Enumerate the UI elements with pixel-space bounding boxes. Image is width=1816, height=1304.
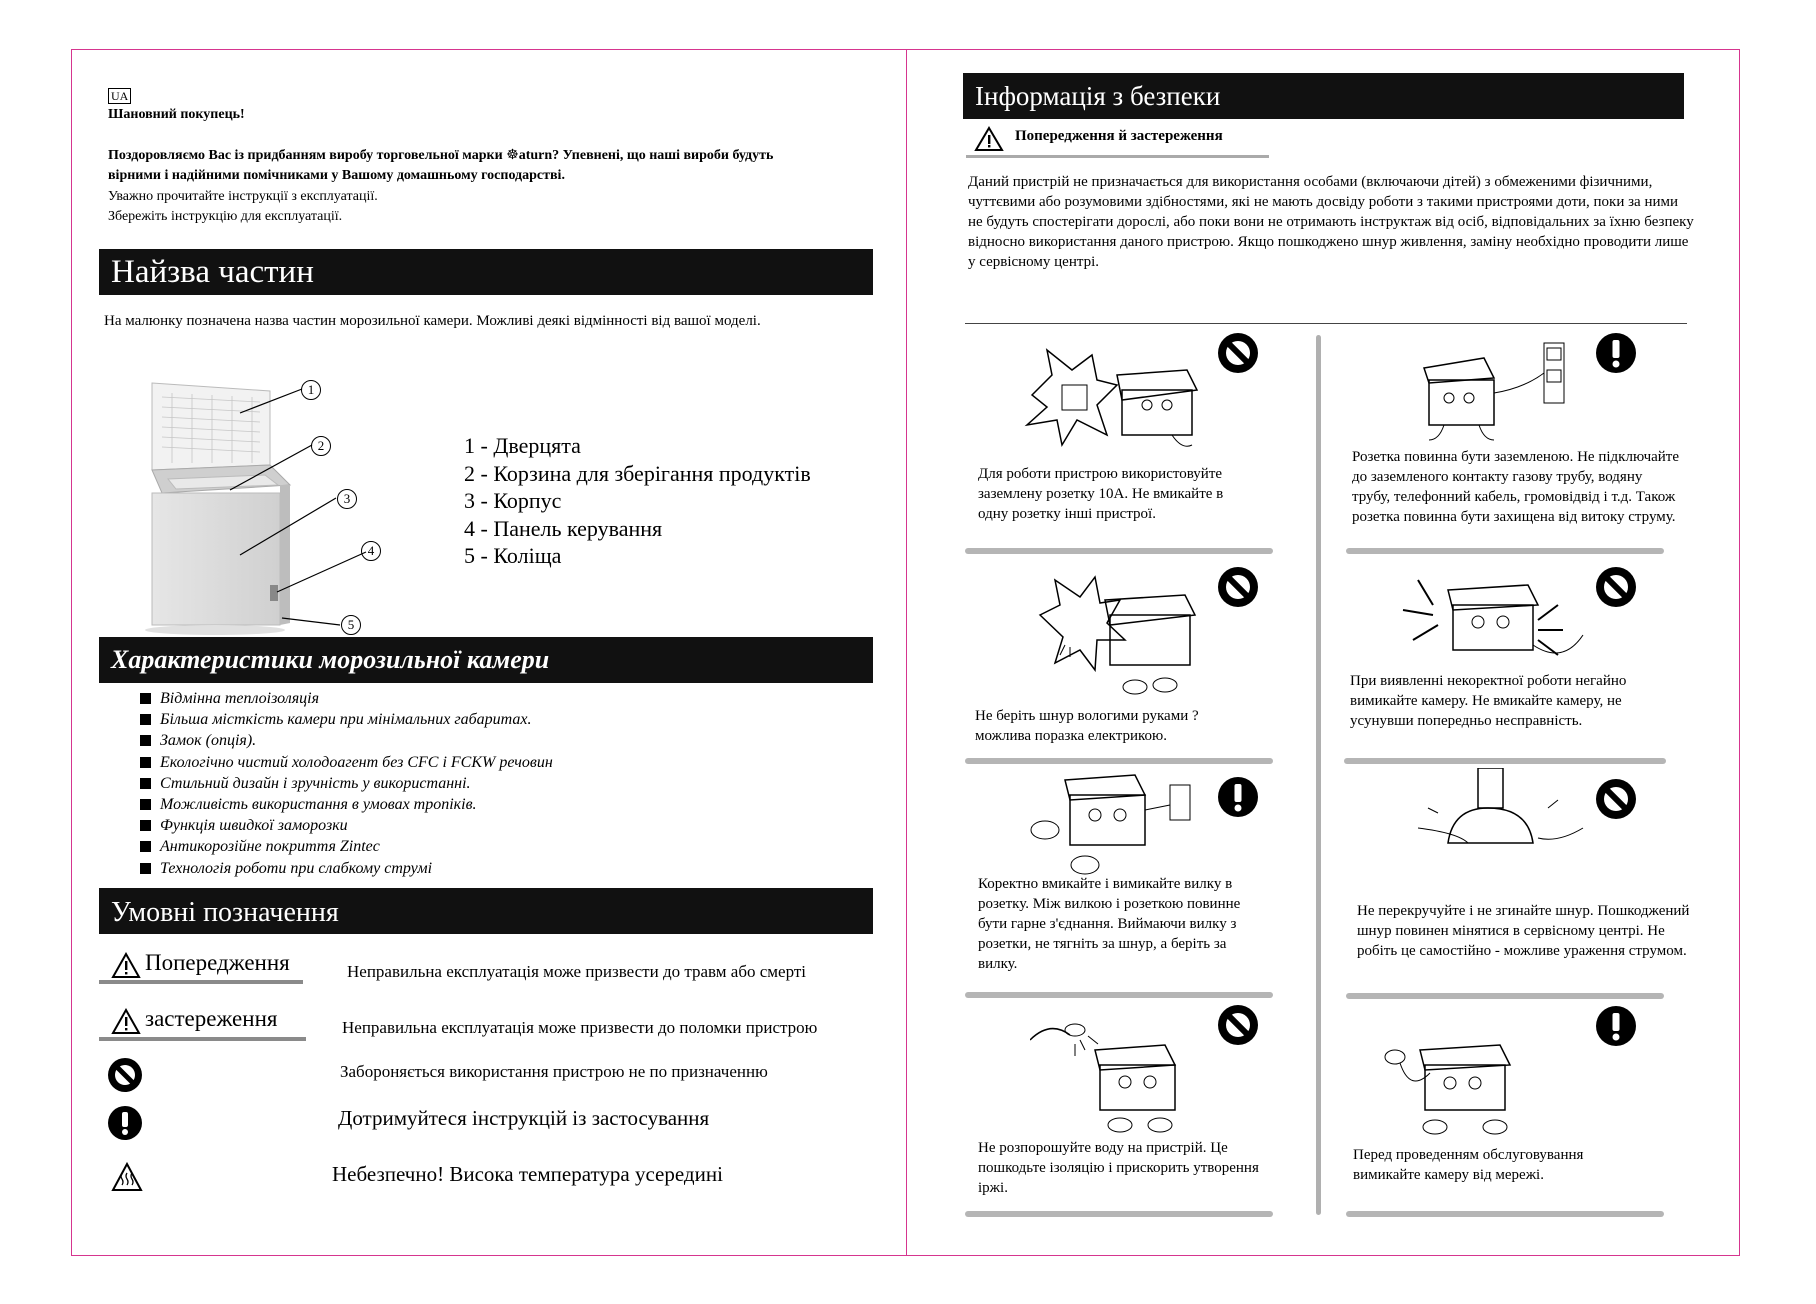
exclamation-icon [107, 1105, 143, 1141]
illustration-wet-hands [1035, 575, 1210, 700]
prohibition-icon [1217, 566, 1259, 608]
safety-paragraph: Даний пристрій не призначається для використання особами (включаючи дітей) з обмеженими фізичними, чуттєвими або розумовими здібностями, які не мають досвіду роботи з такими пристроями доти, поки за ними не будуть спостерігати дорослі, або поки вони не отримають інструктаж від осіб, відповідальних за їхню безпеку відносно використання даного пристрою. Якщо пошкоджено шнур живлення, заміну необхідно проводити лише у сервісному центрі. [968, 174, 1694, 270]
safety-card-text: Не беріть шнур вологими руками ? можлива поразка електрикою. [975, 708, 1199, 744]
safety-card-text: Не перекручуйте і не згинайте шнур. Пошкоджений шнур повинен мінятися в сервісному центрі. Не робіть це самостійно - можливе ураження струмом. [1357, 903, 1690, 959]
callout-3: 3 [337, 489, 357, 509]
legend-underline [99, 980, 303, 984]
parts-list-item: 1 - Дверцята [464, 433, 581, 458]
language-tag: UA [108, 88, 131, 104]
list-item: Технологія роботи при слабкому струмі [140, 858, 553, 879]
warning-heading: Попередження й застереження [1015, 128, 1223, 144]
illustration-grounded-socket [1404, 338, 1579, 448]
warning-triangle-icon [111, 952, 141, 979]
intro-line: Уважно прочитайте інструкції з експлуатації. [108, 189, 378, 204]
list-item: Антикорозійне покриття Zintec [140, 836, 553, 857]
parts-list-item: 3 - Корпус [464, 488, 562, 513]
exclamation-icon [1595, 1005, 1637, 1047]
callout-4: 4 [361, 541, 381, 561]
safety-card-text: Не розпорошуйте воду на пристрій. Це пошкодьте ізоляцію і прискорить утворення іржі. [978, 1140, 1259, 1196]
safety-card-text: Коректно вмикайте і вимикайте вилку в розетку. Між вилкою і розеткою повинне бути гарне з'єднання. Виймаючи вилку з розетки, не тягніть за шнур, а беріть за вилку. [978, 876, 1241, 972]
prohibition-icon [1217, 1004, 1259, 1046]
warning-triangle-icon [974, 126, 1004, 152]
safety-card-text: Перед проведенням обслуговування вимикайте камеру від мережі. [1353, 1147, 1584, 1183]
callout-5: 5 [341, 615, 361, 635]
parts-list-item: 5 - Коліща [464, 543, 562, 568]
card-underline [965, 548, 1273, 554]
parts-list-item: 4 - Панель керування [464, 515, 663, 541]
page-fold-line [906, 49, 907, 1256]
illustration-malfunction [1388, 560, 1588, 675]
illustration-water-spray [1030, 1010, 1210, 1135]
parts-list [464, 432, 811, 570]
legend-underline [99, 1037, 306, 1041]
legend-hot-desc: Небезпечно! Висока температура усередині [332, 1162, 723, 1186]
card-underline [1346, 993, 1664, 999]
safety-card-text: Розетка повинна бути заземленою. Не підключайте до заземленого контакту газову трубу, водяну трубу, телефонний кабель, громовідвід і т.д. Також розетка повинна бути захищена від витоку струму. [1352, 449, 1680, 525]
list-item: Більша місткість камери при мінімальних габаритах. [140, 709, 553, 730]
prohibition-icon [1595, 566, 1637, 608]
exclamation-icon [1595, 332, 1637, 374]
intro-line: Збережіть інструкцію для експлуатації. [108, 209, 343, 224]
legend-warning-desc: Неправильна експлуатація може призвести до травм або смерті [347, 962, 807, 981]
illustration-unplug-maintenance [1380, 1035, 1550, 1140]
greeting: Шановний покупець! [108, 107, 245, 122]
section-title-safety: Інформація з безпеки [963, 73, 1684, 119]
prohibition-icon [1217, 332, 1259, 374]
list-item: Стильний дизайн і зручність у використанні. [140, 773, 553, 794]
list-item: Функція швидкої заморозки [140, 815, 553, 836]
intro-congratulation: Поздоровляємо Вас із придбанням виробу торговельної марки ☸aturn? Упевнені, що наші вироби будуть вірними і надійними помічниками у Вашому домашньому господарстві. [108, 148, 774, 183]
prohibition-icon [107, 1057, 143, 1093]
hot-surface-icon [111, 1162, 143, 1192]
section-title-features: Характеристики морозильної камери [99, 637, 873, 683]
exclamation-icon [1217, 776, 1259, 818]
caution-triangle-icon [111, 1008, 141, 1035]
callout-2: 2 [311, 436, 331, 456]
column-separator [1316, 335, 1321, 1215]
legend-caution-desc: Неправильна експлуатація може призвести до поломки пристрою [342, 1018, 818, 1037]
features-list [140, 688, 553, 879]
warning-heading-underline [966, 155, 1269, 158]
safety-card-text: При виявленні некоректної роботи негайно вимикайте камеру. Не вмикайте камеру, не усунувши попередньо несправність. [1350, 673, 1627, 729]
parts-description: На малюнку позначена назва частин морозильної камери. Можливі деякі відмінності від вашої моделі. [104, 313, 761, 329]
legend-mandatory-desc: Дотримуйтеся інструкцій із застосування [338, 1106, 710, 1130]
illustration-socket-overload [1022, 345, 1212, 455]
section-title-parts: Найзва частин [99, 249, 873, 295]
section-title-legend: Умовні позначення [99, 888, 873, 934]
illustration-cord-crush [1418, 768, 1588, 868]
list-item: Можливість використання в умовах тропіків. [140, 794, 553, 815]
section-divider [965, 323, 1687, 324]
card-underline [965, 992, 1273, 998]
list-item: Замок (опція). [140, 730, 553, 751]
safety-card-text: Для роботи пристрою використовуйте заземлену розетку 10А. Не вмикайте в одну розетку інші пристрої. [978, 466, 1224, 522]
illustration-plug-removal [1025, 770, 1205, 880]
legend-prohibit-desc: Забороняється використання пристрою не по призначенню [340, 1062, 768, 1081]
legend-caution-label: застереження [145, 1006, 278, 1031]
callout-1: 1 [301, 380, 321, 400]
parts-list-item: 2 - Корзина для зберігання продуктів [464, 460, 811, 486]
card-underline [965, 1211, 1273, 1217]
card-underline [1346, 1211, 1664, 1217]
list-item: Відмінна теплоізоляція [140, 688, 553, 709]
legend-warning-label: Попередження [145, 950, 290, 975]
card-underline [1346, 548, 1664, 554]
prohibition-icon [1595, 778, 1637, 820]
freezer-illustration [140, 375, 400, 640]
card-underline [1344, 758, 1666, 764]
card-underline [965, 758, 1273, 764]
list-item: Екологічно чистий холодоагент без CFC і FCKW речовин [140, 752, 553, 773]
